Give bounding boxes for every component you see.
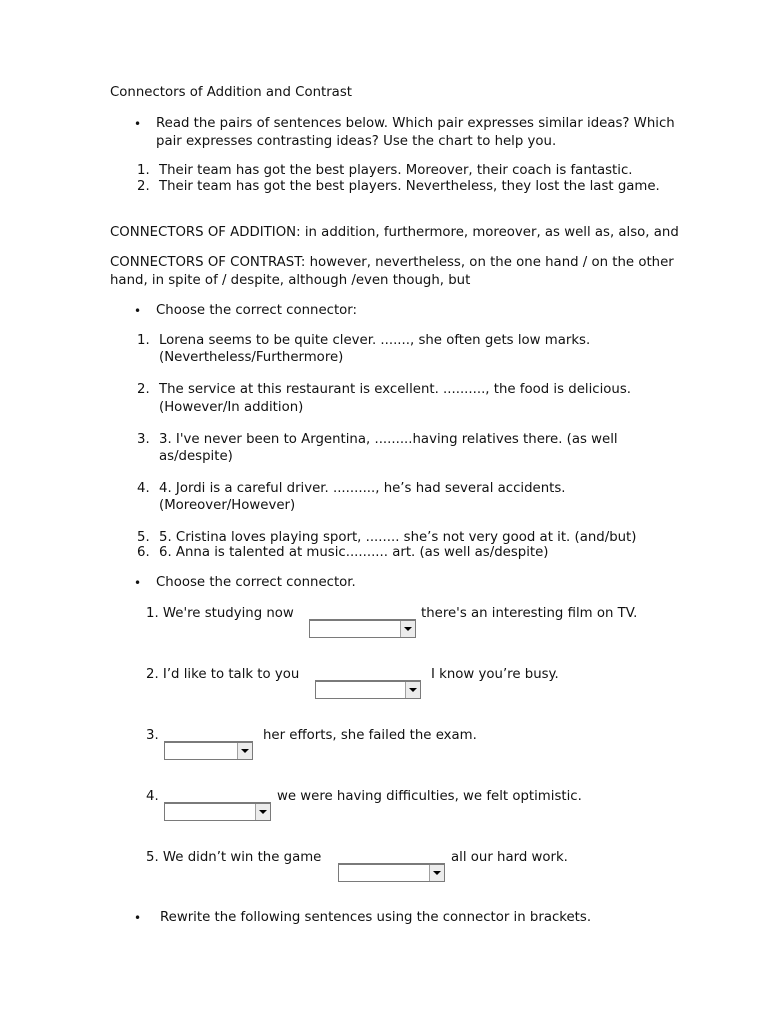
intro-line-1: Read the pairs of sentences below. Which pair expresses similar ideas? Which [156, 116, 675, 131]
exercise1-item-line: 3. I've never been to Argentina, .........having relatives there. (as well [159, 432, 618, 447]
exercise2-item-after: we were having difficulties, we felt optimistic. [277, 789, 582, 804]
chevron-down-icon[interactable] [405, 682, 420, 698]
exercise1-item-options: (However/In addition) [159, 400, 304, 415]
item-number: 1. [137, 333, 150, 348]
bullet-icon: • [134, 304, 142, 318]
item-number: 6. [137, 545, 150, 560]
exercise1-heading: Choose the correct connector: [156, 303, 358, 318]
exercise1-item-options: (Nevertheless/Furthermore) [159, 350, 344, 365]
exercise2-item-after: her efforts, she failed the exam. [263, 728, 477, 743]
pair-number: 1. [137, 163, 150, 178]
contrast-connectors-line-1: CONNECTORS OF CONTRAST: however, nevertheless, on the one hand / on the other [110, 255, 674, 270]
exercise2-item-before: 5. We didn’t win the game [146, 850, 322, 865]
exercise1-item-line: The service at this restaurant is excellent. .........., the food is delicious. [159, 382, 632, 397]
exercise2-item-after: I know you’re busy. [431, 667, 559, 682]
connector-dropdown[interactable] [338, 864, 445, 882]
exercise2-item-before: 1. We're studying now [146, 606, 294, 621]
exercise1-item-options: as/despite) [159, 449, 233, 464]
exercise2-item-before: 4. [146, 789, 159, 804]
pair-number: 2. [137, 179, 150, 194]
pair-sentence: Their team has got the best players. Moreover, their coach is fantastic. [159, 163, 633, 178]
bullet-icon: • [134, 911, 142, 925]
exercise1-item-line: 6. Anna is talented at music.......... art. (as well as/despite) [159, 545, 549, 560]
pair-sentence: Their team has got the best players. Nevertheless, they lost the last game. [159, 179, 660, 194]
connector-dropdown[interactable] [164, 742, 253, 760]
page-title: Connectors of Addition and Contrast [110, 85, 352, 100]
bullet-icon: • [134, 576, 142, 590]
connector-dropdown[interactable] [164, 803, 271, 821]
contrast-connectors-line-2: hand, in spite of / despite, although /even though, but [110, 273, 471, 288]
item-number: 3. [137, 432, 150, 447]
chevron-down-icon[interactable] [400, 621, 415, 637]
exercise2-item-before: 3. [146, 728, 159, 743]
exercise1-item-line: 5. Cristina loves playing sport, ........ she’s not very good at it. (and/but) [159, 530, 637, 545]
bullet-icon: • [134, 117, 142, 131]
exercise2-item-before: 2. I’d like to talk to you [146, 667, 300, 682]
addition-connectors: CONNECTORS OF ADDITION: in addition, furthermore, moreover, as well as, also, and [110, 225, 679, 240]
item-number: 5. [137, 530, 150, 545]
exercise1-item-options: (Moreover/However) [159, 498, 296, 513]
item-number: 2. [137, 382, 150, 397]
exercise1-item-line: 4. Jordi is a careful driver. .........., he’s had several accidents. [159, 481, 566, 496]
item-number: 4. [137, 481, 150, 496]
exercise2-item-after: all our hard work. [451, 850, 568, 865]
chevron-down-icon[interactable] [237, 743, 252, 759]
exercise3-heading: Rewrite the following sentences using the connector in brackets. [160, 910, 592, 925]
exercise2-item-after: there's an interesting film on TV. [421, 606, 638, 621]
chevron-down-icon[interactable] [429, 865, 444, 881]
exercise1-item-line: Lorena seems to be quite clever. ......., she often gets low marks. [159, 333, 591, 348]
chevron-down-icon[interactable] [255, 804, 270, 820]
connector-dropdown[interactable] [309, 620, 416, 638]
intro-line-2: pair expresses contrasting ideas? Use the chart to help you. [156, 134, 557, 149]
exercise2-heading: Choose the correct connector. [156, 575, 356, 590]
connector-dropdown[interactable] [315, 681, 421, 699]
